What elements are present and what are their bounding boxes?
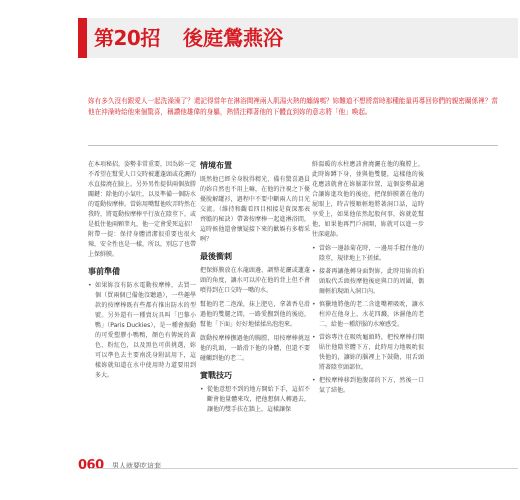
col3-paragraph: 鮮溫暖的水柱應該會澆灑在他的胸膛上，此時妳蹲下身，並與他雙腿，這樣他的後花應該就會在妳臉部位置，這個姿勢最適合讓妳進攻他的後庭，把保鮮膜蓋在他的屁眼上，時吉慢順輕地將著洞口話，這時享愛上，如果他依然起股何事，妳就乾幫他，如果他再門戶洞開，妳就可以進一步往深處舔。 <box>312 161 424 238</box>
list-item: • 把按摩棒移到他腹部的下方，然後一口氣了結他。 <box>312 376 424 396</box>
list-item: • 如果妳沒有防水電動按摩棒，去買一個（買兩個已備他沒聽過），一些趣學款的按摩棒既有些都有推出防水的型號。另外還有一種賣玩具叫「巴黎小鴨」（Paris Duckies），是一種會振動的可愛塑膠小鴨鴨，顏色有傳統的黃色、粉紅色，以及黑色可供挑選，妳可以準色去主要南洗身附試用下，這樣妳就知道在水中使用時力道要用到多大。 <box>88 281 196 381</box>
col3-list <box>312 244 424 396</box>
section-heading-final: 最後衝刺 <box>200 252 232 261</box>
page-number: 060 <box>78 458 104 473</box>
column-2 <box>200 160 310 418</box>
column-1 <box>88 160 196 384</box>
chapter-number: 第20招 <box>94 26 160 50</box>
list-item: • 從他意想不到的地方開始下手，這招不斷會他量體來攻，把他想個人轉過去，讓他的雙手扶在牆上，這樣讓保 <box>200 385 310 415</box>
col2-paragraph-4: 啟動按摩棒撫過他的胸膛，用按摩棒挑逗他的乳頭，一路滑下他的身體，但還不要碰觸到他的老二。 <box>200 335 310 362</box>
intro-paragraph: 妳有多久沒有跟愛人一起洗澡澡了？還記得當年在淋浴間裡兩人肌湯火熱的纏綿嗎？妳難道不想將當時那種能量再導回你們的親密關係裡？當他在沖澡時給他來個驚喜，稱讚他雄偉的身軀，熱情注釋著他的下體直到妳的意志將「他」喚起。 <box>88 97 498 116</box>
list-item: • 當妳專注在吸吮龜頭時，把按摩棒打開貼住他陰莖體下方，此時用力地吸吮很快他的，讓妳的腦裡上下鼓動，用舌頭將著陰莖頭部位。 <box>312 333 424 373</box>
page-title: 後庭鶯燕浴 <box>183 26 283 50</box>
footer-divider <box>90 468 518 469</box>
col1-list <box>88 281 196 381</box>
col2-paragraph-1: 既然他已經全身脫得精光，備有驚喜過員的妳自然也不用上嘛，在他的注視之下優優脫解罐衫，過程中不要中斷兩人的目光交流。（維持和觀看四目相接是資深那表齊膽的秘訣）帶著按摩棒一起進淋浴間，這時候他還會懷疑接下來的歡娛有多精采咧？ <box>200 176 310 243</box>
list-item: • 慎獵地將他的老二含進嘴裡吸吮，讓水柱沖在他身上，水花四濺，沐濕他的老二，給他一種舒服的水療感受。 <box>312 300 424 330</box>
title-accent-bar <box>78 18 87 58</box>
list-item: • 接著再讓他轉身面對妳，此時用妳的拍頭取代舌頭按摩他後庭與口的周圍，偶爾輕拍現頭入洞口內。 <box>312 267 424 297</box>
intro-divider <box>88 145 498 146</box>
col2-paragraph-3: 幫他的老二泡澡，抹上肥皂，拿著香皂滑過他的雙腿之間，一路愛撫到他的後庭，幫他「下面」好好地揉揉出泡泡來。 <box>200 301 310 328</box>
list-item: • 當妳一邊舔菊花時，一邊用手握住他的陰莖，規律地上下搓揉。 <box>312 244 424 264</box>
col1-paragraph: 在本項秘招，姿勢非常重要，因為妳一定不希望在幫愛人口交時被蓮蓬頭或花灑的水直接澆在臉上。另外男性提供兩個放勝關鍵：除他的小氣吐，以及準備一個防水的電動按摩棒。當妳用嘴幫他吹弄時然在我時，將電動按摩棒平行放在陰莖下，或是抵住他兩顆睾丸，他一定會愛死這招！附帶一提：保持身體清潔很重要也很火辣，安全性也是一樣，所以，別忘了也帶上保鮮膜。 <box>88 161 197 258</box>
column-3 <box>312 160 424 399</box>
section-heading-tips: 實戰技巧 <box>200 371 232 380</box>
col2-paragraph-2: 把保鮮膜放在水龍頭邊，調整花灑或蓮蓬頭的角度，讓水可以沖在他的背上但不會噴得到在口交時一嘴的水。 <box>200 267 310 294</box>
col2-list <box>200 385 310 415</box>
section-heading-preparation: 事前準備 <box>88 267 120 276</box>
book-title: 男人就要吃這套 <box>112 462 161 470</box>
section-heading-setting: 情境布置 <box>200 161 232 170</box>
